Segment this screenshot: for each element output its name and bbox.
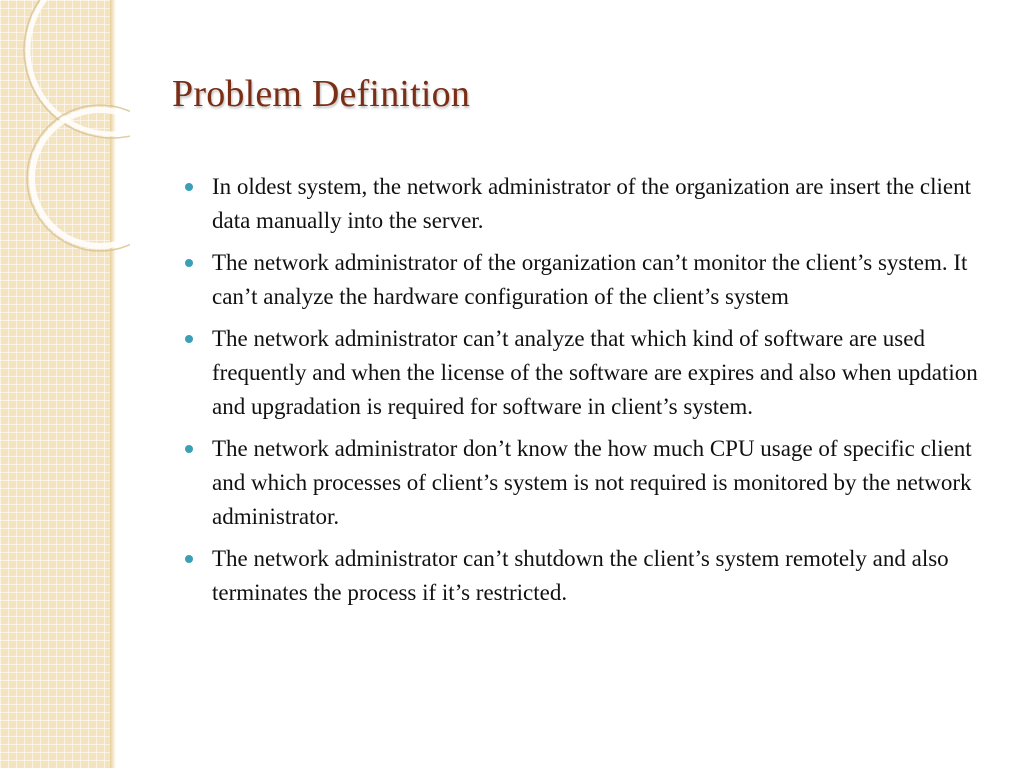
- bullet-icon: [185, 335, 193, 343]
- bullet-item: [185, 246, 995, 314]
- bullet-text: The network administrator don’t know the how much CPU usage of specific client and which processes of client’s system is not required is monitored by the network administrator.: [212, 436, 972, 529]
- bullet-text: The network administrator can’t shutdown the client’s system remotely and also terminates the process if it’s restricted.: [212, 546, 949, 605]
- bullet-text: The network administrator of the organization can’t monitor the client’s system. It can’t analyze the hardware configuration of the client’s system: [212, 250, 968, 309]
- bullet-icon: [185, 259, 193, 267]
- bullet-icon: [185, 555, 193, 563]
- bullet-text: The network administrator can’t analyze that which kind of software are used frequently and when the license of the software are expires and also when updation and upgradation is required for software in client’s system.: [212, 326, 978, 419]
- slide-title: Problem Definition: [172, 73, 471, 115]
- bullet-icon: [185, 183, 193, 191]
- bullet-text: In oldest system, the network administrator of the organization are insert the client data manually into the server.: [212, 174, 971, 233]
- bullet-item: [185, 170, 995, 238]
- decorative-circles: [0, 0, 130, 260]
- bullet-icon: [185, 445, 193, 453]
- bullet-item: [185, 542, 995, 610]
- bullet-item: [185, 432, 995, 534]
- bullet-item: [185, 322, 995, 424]
- bullet-list: [185, 170, 995, 618]
- decorative-circle-large-shade: [24, 0, 130, 138]
